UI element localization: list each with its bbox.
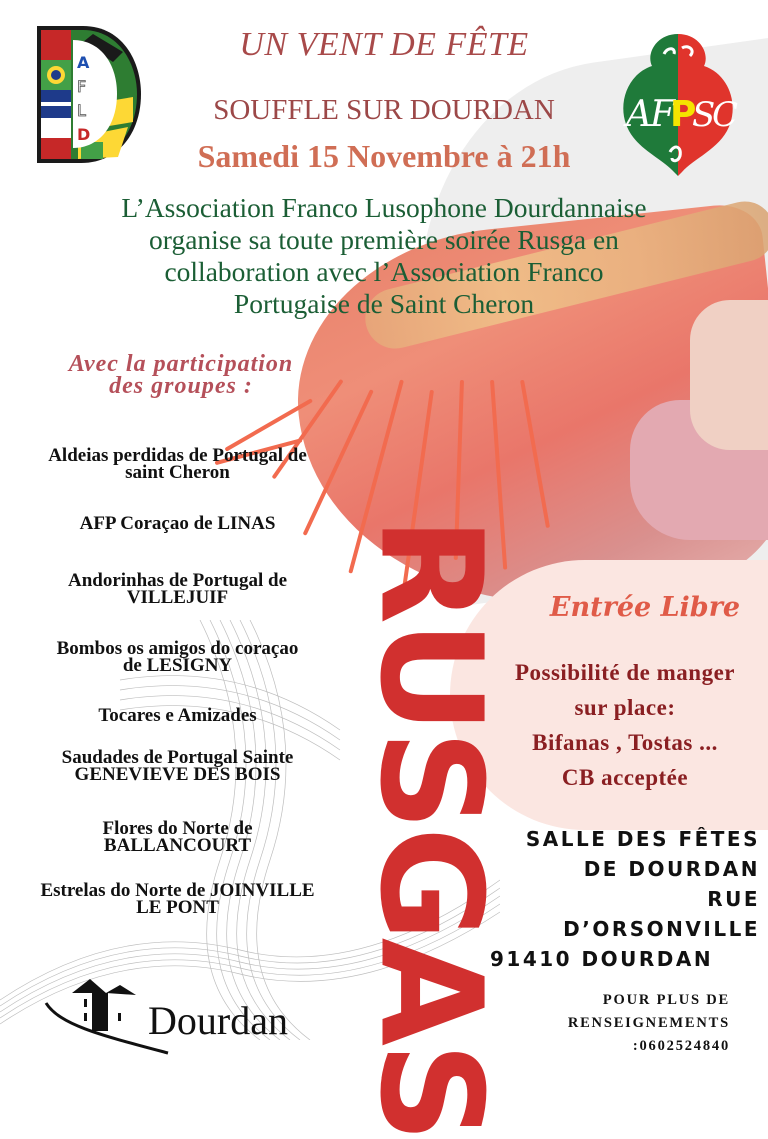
- group-location: de LESIGNY: [122, 655, 233, 676]
- group-location: LE PONT: [136, 897, 219, 918]
- intro-line: Portugaise de Saint Cheron: [233, 288, 535, 319]
- svg-text:F: F: [650, 94, 675, 135]
- food-line: Possibilité de manger: [514, 660, 736, 685]
- dourdan-logo-text: Dourdan: [148, 998, 288, 1043]
- intro-line: organise sa toute première soirée Rusga en: [149, 224, 619, 255]
- arm-photo: [690, 300, 768, 450]
- address-line: 91410 DOURDAN: [490, 947, 714, 971]
- svg-text:D: D: [77, 125, 91, 144]
- intro-paragraph: [0, 192, 768, 320]
- contact-info: [540, 989, 730, 1058]
- group-location: GENEVIEVE DES BOIS: [74, 764, 281, 785]
- participation-heading: [0, 353, 362, 397]
- group-item: [0, 882, 355, 916]
- group-name: Estrelas do Norte de JOINVILLE: [40, 880, 315, 901]
- free-entry-label: Entrée Libre: [549, 592, 741, 623]
- contact-line: POUR PLUS DE: [602, 992, 730, 1008]
- participation-heading-line: Avec la participation: [68, 351, 294, 377]
- dourdan-town-logo: [40, 975, 290, 1055]
- group-name: Andorinhas de Portugal de: [67, 570, 288, 591]
- group-item: [0, 640, 355, 674]
- svg-text:P: P: [670, 94, 697, 135]
- address-line: RUE: [707, 887, 760, 911]
- address-line: D’ORSONVILLE: [563, 917, 760, 941]
- address-line: SALLE DES FÊTES: [525, 827, 760, 851]
- group-name: Aldeias perdidas de Portugal de: [48, 445, 307, 466]
- group-item: [0, 515, 355, 532]
- title-line-2: SOUFFLE SUR DOURDAN: [213, 94, 555, 126]
- intro-line: collaboration avec l’Association Franco: [164, 256, 604, 287]
- group-location: VILLEJUIF: [126, 587, 229, 608]
- participation-heading-line: des groupes :: [109, 373, 253, 399]
- group-name: AFP Coraçao de LINAS: [79, 513, 276, 534]
- group-item: [0, 447, 355, 481]
- venue-address: [490, 824, 760, 974]
- svg-text:A: A: [626, 94, 652, 135]
- group-item: [0, 572, 355, 606]
- title-line-1: UN VENT DE FÊTE: [239, 26, 529, 63]
- food-info: [480, 655, 768, 795]
- event-date: Samedi 15 Novembre à 21h: [197, 138, 571, 174]
- food-line: CB acceptée: [561, 765, 689, 790]
- address-line: DE DOURDAN: [583, 857, 760, 881]
- group-name: Tocares e Amizades: [98, 705, 257, 726]
- contact-line: RENSEIGNEMENTS: [567, 1015, 730, 1031]
- group-location: BALLANCOURT: [103, 835, 252, 856]
- food-line: Bifanas , Tostas ...: [532, 730, 718, 755]
- svg-text:A: A: [77, 53, 90, 72]
- svg-text:C: C: [712, 95, 739, 135]
- food-line: sur place:: [574, 695, 676, 720]
- group-item: [0, 820, 355, 854]
- svg-text:L: L: [77, 101, 86, 120]
- group-name: Saudades de Portugal Sainte: [61, 747, 294, 768]
- group-location: saint Cheron: [125, 462, 230, 483]
- group-item: [0, 749, 355, 783]
- group-item: [0, 707, 355, 724]
- rusgas-word: RUSGAS: [348, 516, 512, 1139]
- intro-line: L’Association Franco Lusophone Dourdannaise: [121, 192, 647, 223]
- rusgas-vertical-title: [340, 470, 512, 1139]
- group-name: Flores do Norte de: [102, 818, 253, 839]
- group-name: Bombos os amigos do coraçao: [56, 638, 299, 659]
- contact-phone[interactable]: :0602524840: [632, 1038, 730, 1054]
- svg-text:F: F: [77, 77, 87, 96]
- svg-text:S: S: [692, 95, 716, 135]
